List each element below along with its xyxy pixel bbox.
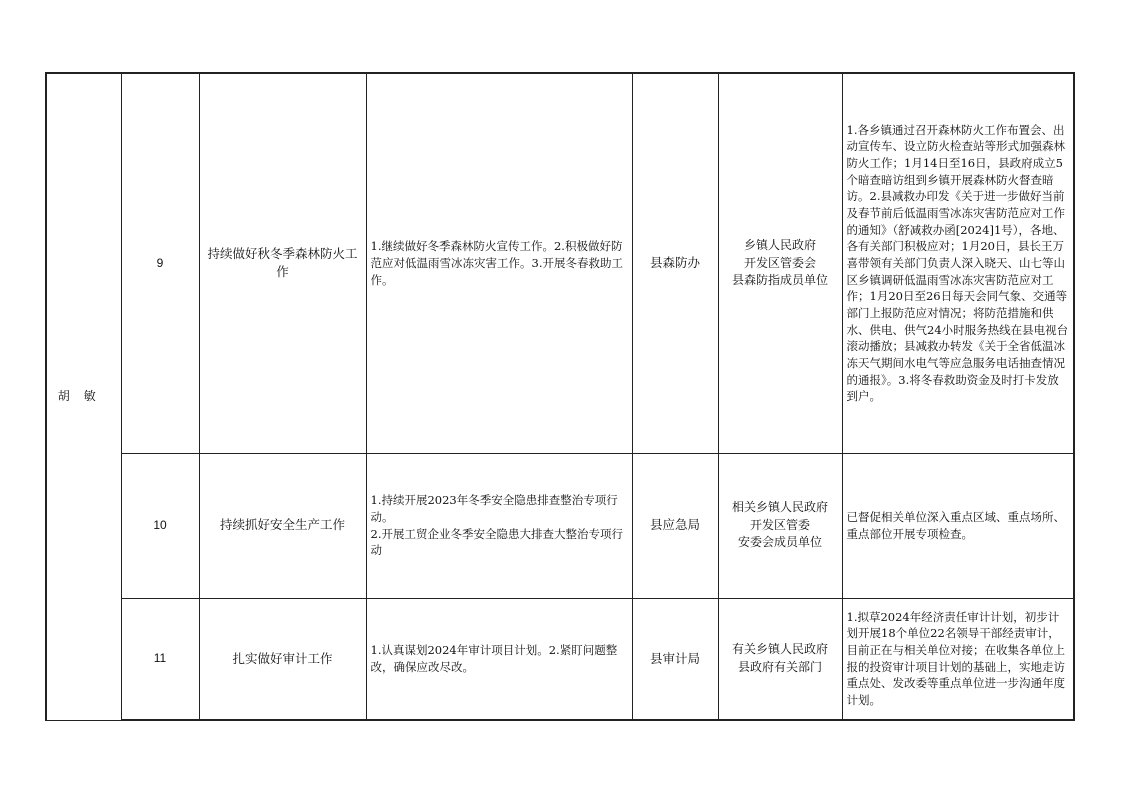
row-number: 10 bbox=[121, 453, 199, 598]
cooperating-units bbox=[718, 453, 842, 598]
work-measures bbox=[366, 453, 632, 598]
coop-unit: 县森防指成员单位 bbox=[731, 272, 828, 287]
measure-item: 2.开展工贸企业冬季安全隐患大排查大整治专项行动 bbox=[370, 526, 623, 558]
coop-unit: 相关乡镇人民政府 bbox=[731, 500, 828, 515]
task-title: 持续做好秋冬季森林防火工作 bbox=[199, 73, 366, 453]
row-number: 11 bbox=[121, 598, 199, 720]
lead-unit: 县森防办 bbox=[632, 73, 718, 453]
work-measures: 1.继续做好冬季森林防火宣传工作。2.积极做好防范应对低温雨雪冰冻灾害工作。3.开展冬春救助工作。 bbox=[366, 73, 632, 453]
coop-unit: 开发区管委 bbox=[749, 517, 810, 532]
cooperating-units bbox=[718, 73, 842, 453]
progress-text: 1.拟草2024年经济责任审计计划，初步计划开展18个单位22名领导干部经责审计，目前正在与相关单位对接；在收集各单位上报的投资审计项目计划的基础上，实地走访重点处、发改委等重点单位进一步沟通年度计划。 bbox=[842, 598, 1074, 720]
leader-cell bbox=[46, 73, 121, 720]
table-row bbox=[46, 73, 1074, 453]
progress-text: 1.各乡镇通过召开森林防火工作布置会、出动宣传车、设立防火检查站等形式加强森林防火工作；1月14日至16日，县政府成立5个暗查暗访组到乡镇开展森林防火督查暗访。2.县减救办印发《关于进一步做好当前及春节前后低温雨雪冰冻灾害防范应对工作的通知》（舒减救办函[2024]1号），各地、各有关部门积极应对；1月20日，县长王万喜带领有关部门负责人深入晓天、山七等山区乡镇调研低温雨雪冰冻灾害防范应对工作；1月20日至26日每天会同气象、交通等部门上报防范应对情况；将防范措施和供水、供电、供气24小时服务热线在县电视台滚动播放；县减救办转发《关于全省低温冰冻天气期间水电气等应急服务电话抽查情况的通报》。3.将冬春救助资金及时打卡发放到户。 bbox=[842, 73, 1074, 453]
coop-unit: 乡镇人民政府 bbox=[743, 238, 816, 253]
coop-unit: 开发区管委会 bbox=[743, 255, 816, 270]
row-number: 9 bbox=[121, 73, 199, 453]
task-title: 持续抓好安全生产工作 bbox=[199, 453, 366, 598]
coop-unit: 有关乡镇人民政府 bbox=[731, 642, 828, 657]
coop-unit: 安委会成员单位 bbox=[737, 535, 822, 550]
work-progress-table bbox=[45, 72, 1075, 721]
task-title: 扎实做好审计工作 bbox=[199, 598, 366, 720]
table-row bbox=[46, 598, 1074, 720]
progress-text: 已督促相关单位深入重点区域、重点场所、重点部位开展专项检查。 bbox=[842, 453, 1074, 598]
coop-unit: 县政府有关部门 bbox=[737, 659, 822, 674]
leader-name: 胡敏 bbox=[57, 389, 110, 404]
cooperating-units bbox=[718, 598, 842, 720]
lead-unit: 县应急局 bbox=[632, 453, 718, 598]
measure-item: 1.持续开展2023年冬季安全隐患排查整治专项行动。 bbox=[370, 493, 618, 524]
table-row bbox=[46, 453, 1074, 598]
lead-unit: 县审计局 bbox=[632, 598, 718, 720]
work-measures: 1.认真谋划2024年审计项目计划。2.紧盯问题整改，确保应改尽改。 bbox=[366, 598, 632, 720]
